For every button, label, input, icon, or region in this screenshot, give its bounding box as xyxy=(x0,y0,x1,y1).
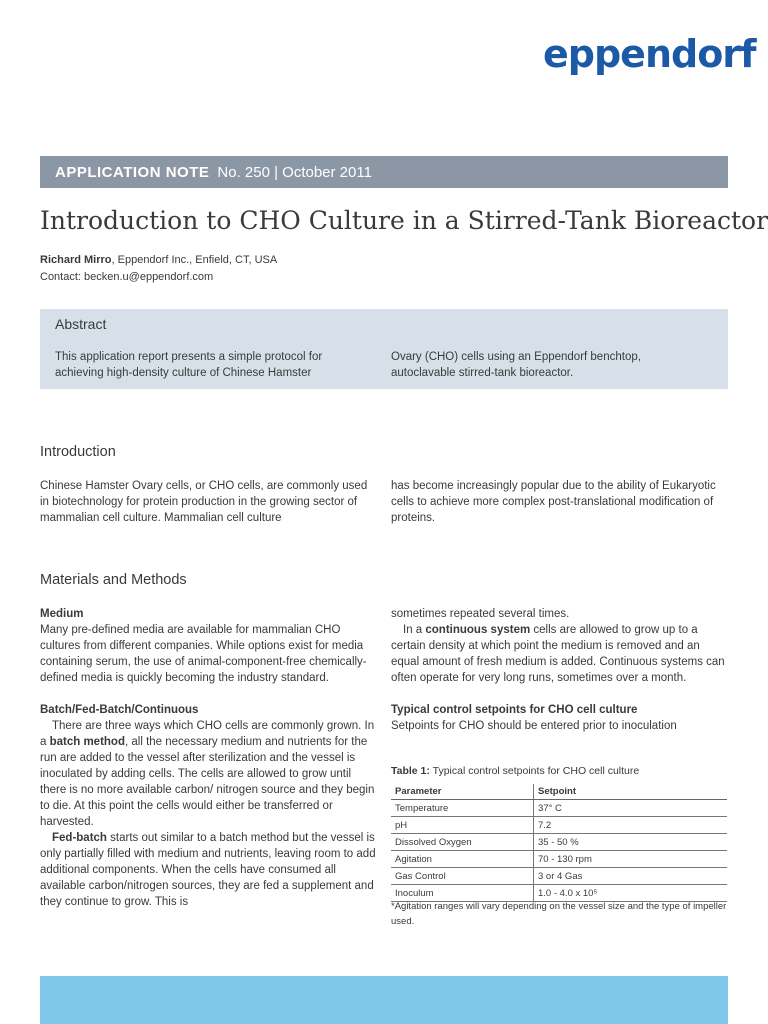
table-row xyxy=(391,868,727,885)
table-cell: 35 - 50 % xyxy=(534,834,728,851)
introduction-col-1: Chinese Hamster Ovary cells, or CHO cells, are commonly used in biotechnology for protein production in the growing sector of mammalian cell culture. Mammalian cell culture xyxy=(40,480,368,524)
table-cell: 70 - 130 rpm xyxy=(534,851,728,868)
table-row xyxy=(391,834,727,851)
abstract-col-2: Ovary (CHO) cells using an Eppendorf benchtop, autoclavable stirred-tank bioreactor. xyxy=(391,351,641,379)
table-footnote: *Agitation ranges will vary depending on the vessel size and the type of impeller used. xyxy=(391,901,727,927)
page-title: Introduction to CHO Culture in a Stirred-Tank Bioreactor xyxy=(40,206,768,235)
table-row xyxy=(391,800,727,817)
application-note-banner xyxy=(40,156,728,188)
table-cell: Agitation xyxy=(391,851,534,868)
table-cell: pH xyxy=(391,817,534,834)
medium-text: Many pre-defined media are available for mammalian CHO cultures from different companies. While options exist for media containing serum, the use of animal-component-free chemically-defined media is quickly becoming the industry standard. xyxy=(40,624,367,684)
medium-heading: Medium xyxy=(40,608,84,620)
table-header-cell: Parameter xyxy=(391,784,534,800)
setpoints-text: Setpoints for CHO should be entered prior to inoculation xyxy=(391,720,677,732)
author-line xyxy=(40,254,277,266)
table-cell: 7.2 xyxy=(534,817,728,834)
table-row xyxy=(391,851,727,868)
table-cell: 37° C xyxy=(534,800,728,817)
methods-heading: Materials and Methods xyxy=(40,572,187,588)
continuous-paragraph: In a continuous system cells are allowed to grow up to a certain density at which point the medium is removed and an equal amount of fresh medium is added. Continuous systems can often operate for very long runs, sometimes over a month. xyxy=(391,624,725,684)
author-affiliation: , Eppendorf Inc., Enfield, CT, USA xyxy=(111,254,278,266)
table-cell: Inoculum xyxy=(391,885,534,902)
batch-paragraph: There are three ways which CHO cells are commonly grown. In a batch method, all the necessary medium and nutrients for the run are added to the vessel after sterilization and the vessel is inoculated by adding cells. The cells are allowed to grow until there is no more available carbon/ nitrogen source and they begin to die. At this point the cells would either be transferred or harvested. xyxy=(40,720,375,828)
eppendorf-logo: eppendorf xyxy=(543,32,756,76)
table-cell: Temperature xyxy=(391,800,534,817)
abstract-col-1: This application report presents a simple protocol for achieving high-density culture of Chinese Hamster xyxy=(55,351,323,379)
methods-left-column xyxy=(40,606,376,910)
methods-right-column xyxy=(391,606,727,734)
banner-number: No. 250 | October 2011 xyxy=(217,163,372,181)
setpoints-table xyxy=(391,784,727,902)
table-cell: Dissolved Oxygen xyxy=(391,834,534,851)
setpoints-heading: Typical control setpoints for CHO cell culture xyxy=(391,704,638,716)
footer-band xyxy=(40,976,728,1024)
table-header-cell: Setpoint xyxy=(534,784,728,800)
banner-label: APPLICATION NOTE xyxy=(55,163,210,181)
abstract-heading: Abstract xyxy=(55,316,107,332)
table-cell: Gas Control xyxy=(391,868,534,885)
table-cell: 1.0 - 4.0 x 10⁵ xyxy=(534,885,728,902)
contact-line: Contact: becken.u@eppendorf.com xyxy=(40,271,214,283)
table-caption: Table 1: Typical control setpoints for CHO cell culture xyxy=(391,765,640,777)
table-cell: 3 or 4 Gas xyxy=(534,868,728,885)
introduction-col-2: has become increasingly popular due to the ability of Eukaryotic cells to achieve more complex post-translational modification of proteins. xyxy=(391,480,716,524)
author-name: Richard Mirro xyxy=(40,254,112,266)
introduction-heading: Introduction xyxy=(40,444,116,460)
table-header-row xyxy=(391,784,727,800)
repeat-text: sometimes repeated several times. xyxy=(391,608,570,620)
table-row xyxy=(391,817,727,834)
abstract-box xyxy=(40,309,728,389)
fed-batch-paragraph: Fed-batch starts out similar to a batch method but the vessel is only partially filled with medium and nutrients, leaving room to add additional components. When the cells have consumed all available carbon/nitrogen sources, they are fed a supplement and they continue to grow. This is xyxy=(40,832,376,908)
batch-heading: Batch/Fed-Batch/Continuous xyxy=(40,704,199,716)
